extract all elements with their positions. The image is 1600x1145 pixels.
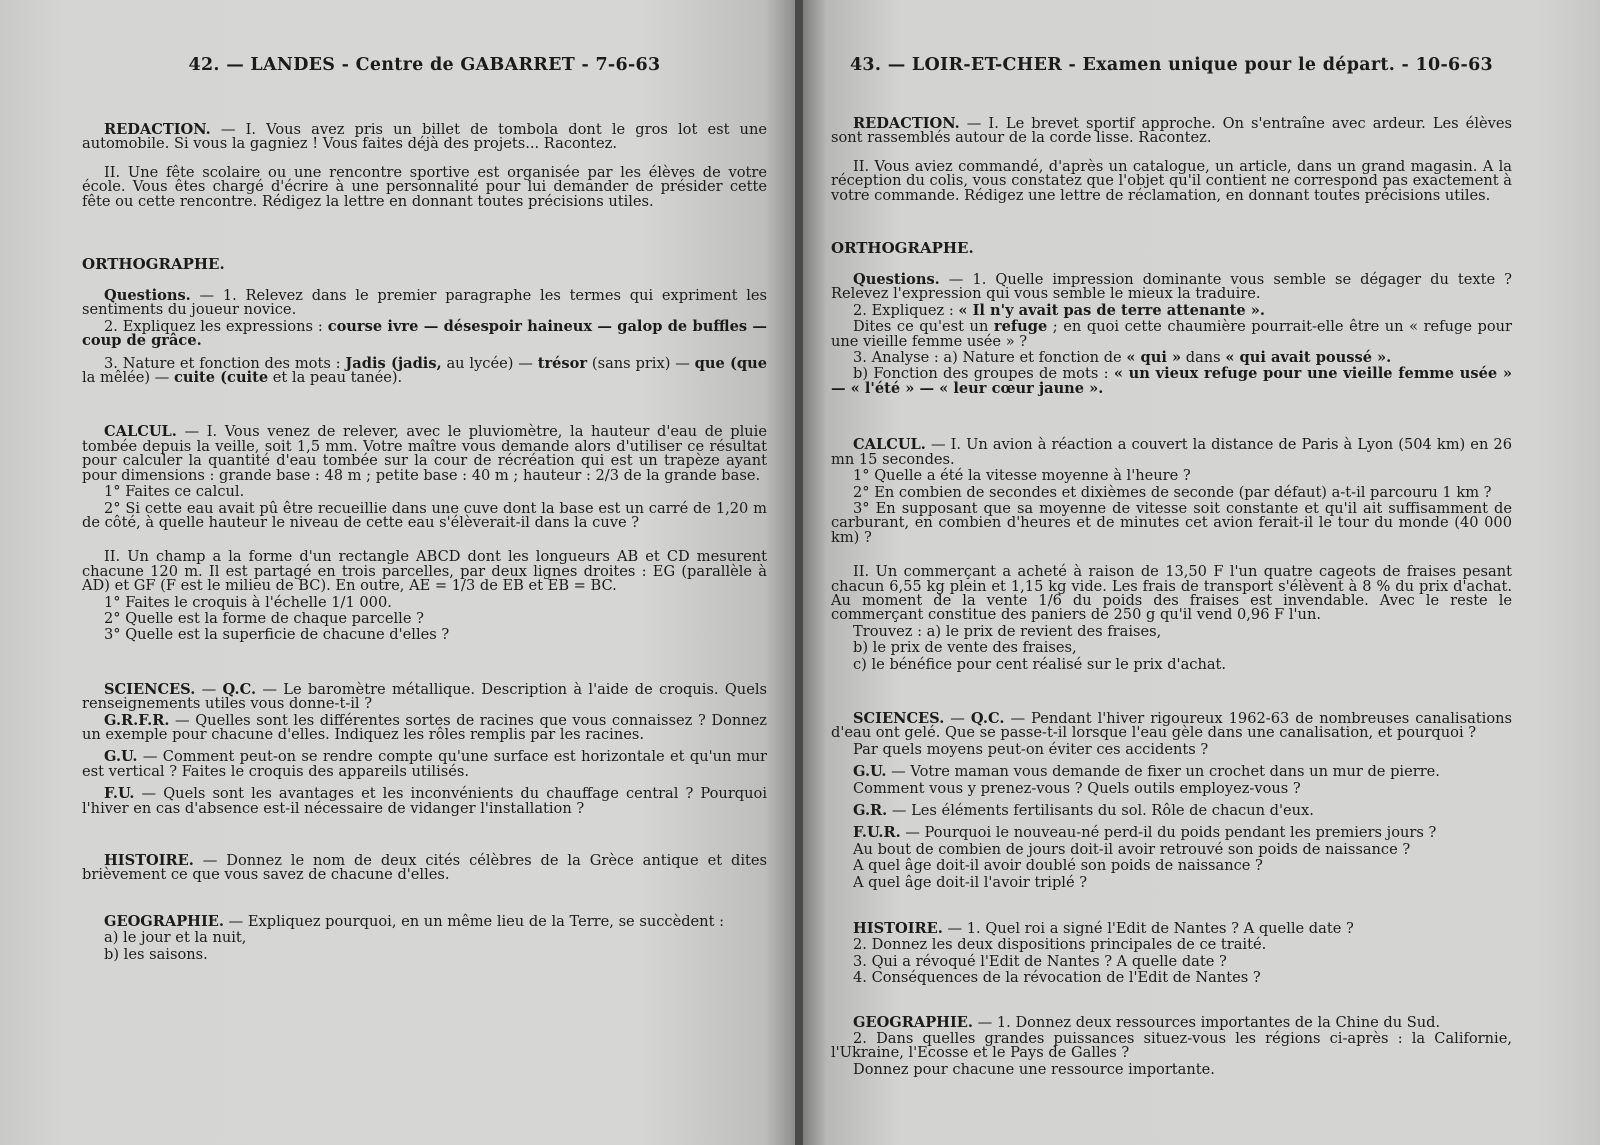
sciences-fur-follow: A quel âge doit-il avoir doublé son poids de naissance ? bbox=[853, 857, 1263, 875]
calcul-problem-2: II. Un champ a la forme d'un rectangle ABCD dont les longueurs AB et CD mesurent chacune 120 m. Il est partagé en trois parcelles, par deux lignes droites : EG (parallèle à AD) et GF (F est le milieu de BC). En outre, AE = 1/3 de EB et EB = BC. bbox=[82, 548, 767, 595]
sciences-qc: SCIENCES. — Q.C. — Pendant l'hiver rigoureux 1962-63 de nombreuses canalisations d'eau ont gelé. Que se passe-t-il lorsque l'eau gèle dans une canalisation, et pourquoi ? bbox=[831, 709, 1512, 742]
calcul-step: c) le bénéfice pour cent réalisé sur le prix d'achat. bbox=[853, 655, 1227, 673]
histoire-question: HISTOIRE. — Donnez le nom de deux cités célèbres de la Grèce antique et dites brièvement ce que vous savez de chacune d'elles. bbox=[82, 852, 767, 884]
histoire-question: HISTOIRE. — 1. Quel roi a signé l'Edit de Nantes ? A quelle date ? bbox=[853, 920, 1354, 938]
sciences-fur: F.U.R. — Pourquoi le nouveau-né perd-il du poids pendant les premiers jours ? bbox=[853, 824, 1437, 842]
redaction-part-1: REDACTION. — I. Vous avez pris un billet de tombola dont le gros lot est une automobile. Si vous la gagniez ! Vous faites déjà des projets... Racontez. bbox=[82, 121, 767, 153]
calcul-problem-1: CALCUL. — I. Un avion à réaction a couvert la distance de Paris à Lyon (504 km) en 26 mn 15 secondes. bbox=[831, 436, 1512, 468]
geographie-question: GEOGRAPHIE. — Expliquez pourquoi, en un même lieu de la Terre, se succèdent : bbox=[104, 912, 725, 930]
geographie-item: Donnez pour chacune une ressource importante. bbox=[853, 1060, 1215, 1078]
calcul-problem-1: CALCUL. — I. Vous venez de relever, avec le pluviomètre, la hauteur d'eau de pluie tombée depuis la veille, soit 1,5 mm. Votre maître vous demande alors d'utiliser ce résultat pour calculer la quantité d'eau tombée sur la cour de récréation qui est un trapèze ayant pour dimensions : grande base : 48 m ; petite base : 40 m ; hauteur : 2/3 de la grande base. bbox=[82, 423, 767, 484]
orthographe-section bbox=[831, 239, 1512, 396]
geographie-question: GEOGRAPHIE. — 1. Donnez deux ressources importantes de la Chine du Sud. bbox=[853, 1013, 1441, 1031]
section-title: ORTHOGRAPHE. bbox=[82, 255, 225, 274]
sciences-gu: G.U. — Votre maman vous demande de fixer un crochet dans un mur de pierre. bbox=[853, 763, 1440, 781]
redaction-part-2: II. Une fête scolaire ou une rencontre sportive est organisée par les élèves de votre école. Vous êtes chargé d'écrire à une personnalité pour lui demander de présider cette fête ou cette rencontre. Rédigez la lettre en donnant toutes précisions utiles. bbox=[82, 163, 767, 210]
calcul-step: 3° Quelle est la superficie de chacune d'elles ? bbox=[104, 626, 450, 644]
geographie-item: a) le jour et la nuit, bbox=[104, 929, 247, 947]
sciences-fur-follow: Au bout de combien de jours doit-il avoir retrouvé son poids de naissance ? bbox=[853, 840, 1411, 858]
calcul-step: 1° Faites le croquis à l'échelle 1/1 000. bbox=[104, 593, 392, 611]
histoire-item: 3. Qui a révoqué l'Edit de Nantes ? A quelle date ? bbox=[853, 952, 1227, 970]
question-3: 3. Nature et fonction des mots : Jadis (jadis, au lycée) — trésor (sans prix) — que (que la mêlée) — cuite (cuite et la peau tanée). bbox=[82, 354, 767, 387]
calcul-step: 2° Quelle est la forme de chaque parcelle ? bbox=[104, 609, 424, 627]
redaction-section bbox=[82, 123, 767, 209]
sciences-gu: G.U. — Comment peut-on se rendre compte qu'une surface est horizontale et qu'un mur est vertical ? Faites le croquis des appareils utilisés. bbox=[82, 748, 767, 780]
geographie-question-2: 2. Dans quelles grandes puissances situez-vous les régions ci-après : la Californie, l'Ukraine, l'Ecosse et le Pays de Galles ? bbox=[831, 1030, 1512, 1062]
calcul-step: 1° Quelle a été la vitesse moyenne à l'heure ? bbox=[853, 467, 1191, 485]
geographie-section bbox=[831, 1013, 1512, 1078]
question-2: 2. Expliquez : « Il n'y avait pas de terre attenante ». bbox=[853, 301, 1265, 319]
question-2: 2. Expliquez les expressions : course ivre — désespoir haineux — galop de buffles — coup de grâce. bbox=[82, 317, 767, 350]
redaction-part-1: REDACTION. — I. Le brevet sportif approche. On s'entraîne avec ardeur. Les élèves sont rassemblés autour de la corde lisse. Racontez. bbox=[831, 115, 1512, 147]
sciences-gr: G.R. — Les éléments fertilisants du sol. Rôle de chacun d'eux. bbox=[853, 802, 1314, 819]
calcul-step: 2° En combien de secondes et dixièmes de seconde (par défaut) a-t-il parcouru 1 km ? bbox=[853, 483, 1492, 501]
question-3b: b) Fonction des groupes de mots : « un vieux refuge pour une vieille femme usée » — « l'été » — « leur cœur jaune ». bbox=[831, 365, 1512, 397]
calcul-section bbox=[82, 425, 767, 642]
geographie-item: b) les saisons. bbox=[104, 945, 208, 963]
question-1: Questions. — 1. Quelle impression dominante vous semble se dégager du texte ? Relevez l'expression qui vous semble le mieux la traduire. bbox=[831, 271, 1512, 303]
page-header: 43. — LOIR-ET-CHER - Examen unique pour le départ. - 10-6-63 bbox=[849, 55, 1494, 75]
histoire-item: 2. Donnez les deux dispositions principales de ce traité. bbox=[853, 936, 1267, 954]
section-label: REDACTION. bbox=[104, 121, 211, 138]
orthographe-section bbox=[82, 255, 767, 385]
question-1: Questions. — 1. Relevez dans le premier paragraphe les termes qui expriment les sentiments du joueur novice. bbox=[82, 287, 767, 319]
calcul-step: Trouvez : a) le prix de revient des fraises, bbox=[853, 622, 1162, 640]
calcul-problem-2: II. Un commerçant a acheté à raison de 13,50 F l'un quatre cageots de fraises pesant chacun 6,55 kg plein et 1,15 kg vide. Les frais de transport s'élèvent à 8 % du prix d'achat. Au moment de la vente 1/6 du poids des fraises est invendable. Avec le reste le commerçant constitue des paniers de 250 g qu'il vend 0,96 F l'un. bbox=[831, 563, 1512, 624]
redaction-part-2: II. Vous aviez commandé, d'après un catalogue, un article, dans un grand magasin. A la réception du colis, vous constatez que l'objet qu'il contient ne correspond pas exactement à votre commande. Rédigez une lettre de réclamation, en donnant toutes précisions utiles. bbox=[831, 157, 1512, 204]
calcul-step: 2° Si cette eau avait pû être recueillie dans une cuve dont la base est un carré de 1,20 m de côté, à quelle hauteur le niveau de cette eau s'élèverait-il dans la cuve ? bbox=[82, 499, 767, 531]
sciences-grfr: G.R.F.R. — Quelles sont les différentes sortes de racines que vous connaissez ? Donnez un exemple pour chacune d'elles. Indiquez les rôles remplis par les racines. bbox=[82, 711, 767, 743]
sciences-fu: F.U. — Quels sont les avantages et les inconvénients du chauffage central ? Pourquoi l'hiver en cas d'absence est-il nécessaire de vidanger l'installation ? bbox=[82, 785, 767, 817]
calcul-step: 3° En supposant que sa moyenne de vitesse soit constante et qu'il ait suffisamment de carburant, en combien d'heures et de minutes cet avion ferait-il le tour du monde (40 000 km) ? bbox=[831, 499, 1512, 546]
histoire-item: 4. Conséquences de la révocation de l'Edit de Nantes ? bbox=[853, 969, 1261, 987]
sciences-qc-follow: Par quels moyens peut-on éviter ces accidents ? bbox=[853, 740, 1209, 758]
calcul-step: b) le prix de vente des fraises, bbox=[853, 639, 1077, 657]
calcul-step: 1° Faites ce calcul. bbox=[104, 483, 245, 501]
geographie-section bbox=[82, 912, 767, 963]
left-page bbox=[0, 0, 797, 1145]
calcul-section bbox=[831, 438, 1512, 672]
histoire-section bbox=[82, 854, 767, 883]
redaction-section bbox=[831, 117, 1512, 203]
sciences-section bbox=[831, 709, 1512, 891]
histoire-section bbox=[831, 922, 1512, 986]
sciences-gu-follow: Comment vous y prenez-vous ? Quels outils employez-vous ? bbox=[853, 779, 1301, 797]
sciences-section bbox=[82, 680, 767, 817]
question-3: 3. Analyse : a) Nature et fonction de « qui » dans « qui avait poussé ». bbox=[853, 349, 1392, 367]
right-page bbox=[803, 0, 1600, 1145]
page-header: 42. — LANDES - Centre de GABARRET - 7-6-63 bbox=[188, 55, 661, 75]
section-title: ORTHOGRAPHE. bbox=[831, 239, 974, 258]
question-2-follow: Dites ce qu'est un refuge ; en quoi cette chaumière pourrait-elle être un « refuge pour une vieille femme usée » ? bbox=[831, 318, 1513, 350]
sciences-fur-follow: A quel âge doit-il l'avoir triplé ? bbox=[853, 873, 1088, 891]
sciences-qc: SCIENCES. — Q.C. — Le baromètre métallique. Description à l'aide de croquis. Quels renseignements utiles vous donne-t-il ? bbox=[82, 680, 767, 713]
